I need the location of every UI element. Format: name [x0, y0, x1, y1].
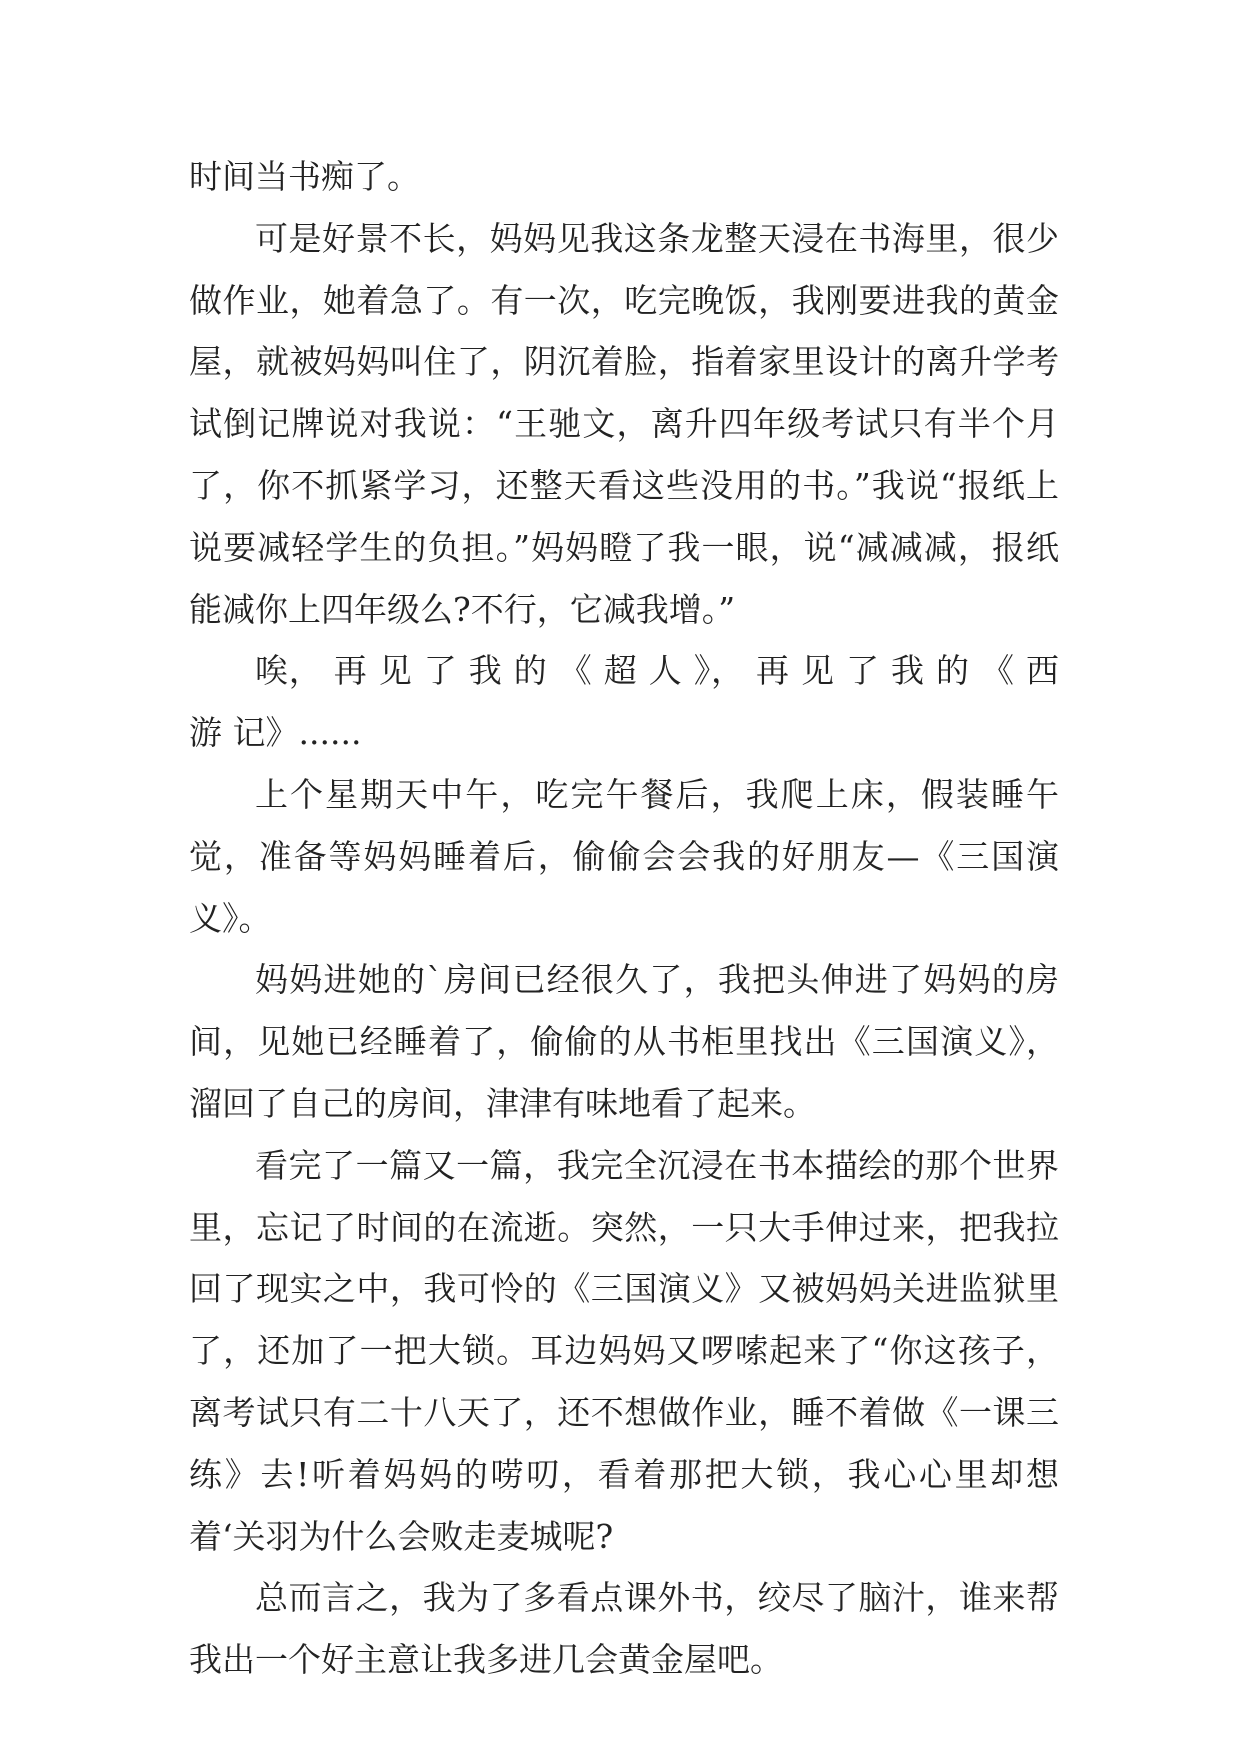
paragraph-6: 看完了一篇又一篇，我完全沉浸在书本描绘的那个世界里，忘记了时间的在流逝。突然，一只大手伸过来，把我拉回了现实之中，我可怜的《三国演义》又被妈妈关进监狱里了，还加了一把大锁。耳边妈妈又啰嗦起来了“你这孩子，离考试只有二十八天了，还不想做作业，睡不着做《一课三练》去!听着妈妈的唠叨，看着那把大锁，我心心里却想着‘关羽为什么会败走麦城呢? [189, 1145, 1059, 1556]
paragraph-3: 唉， 再 见 了 我 的 《 超 人 》， 再 见 了 我 的 《 西 游 记》...... [189, 651, 1059, 753]
document-body [189, 146, 1059, 1691]
paragraph-5: 妈妈进她的`房间已经很久了，我把头伸进了妈妈的房间，见她已经睡着了，偷偷的从书柜里找出《三国演义》，溜回了自己的房间，津津有味地看了起来。 [189, 960, 1059, 1123]
paragraph-2: 可是好景不长，妈妈见我这条龙整天浸在书海里，很少做作业，她着急了。有一次，吃完晚饭，我刚要进我的黄金屋，就被妈妈叫住了，阴沉着脸，指着家里设计的离升学考试倒记牌说对我说：“王驰文，离升四年级考试只有半个月了，你不抓紧学习，还整天看这些没用的书。”我说“报纸上说要减轻学生的负担。”妈妈瞪了我一眼，说“减减减，报纸能减你上四年级么?不行，它减我增。” [189, 218, 1059, 629]
paragraph-7: 总而言之，我为了多看点课外书，绞尽了脑汁，谁来帮我出一个好主意让我多进几会黄金屋吧。 [189, 1578, 1059, 1680]
paragraph-4: 上个星期天中午，吃完午餐后，我爬上床，假装睡午觉，准备等妈妈睡着后，偷偷会会我的好朋友—《三国演义》。 [189, 774, 1059, 938]
paragraph-1: 时间当书痴了。 [189, 157, 420, 196]
